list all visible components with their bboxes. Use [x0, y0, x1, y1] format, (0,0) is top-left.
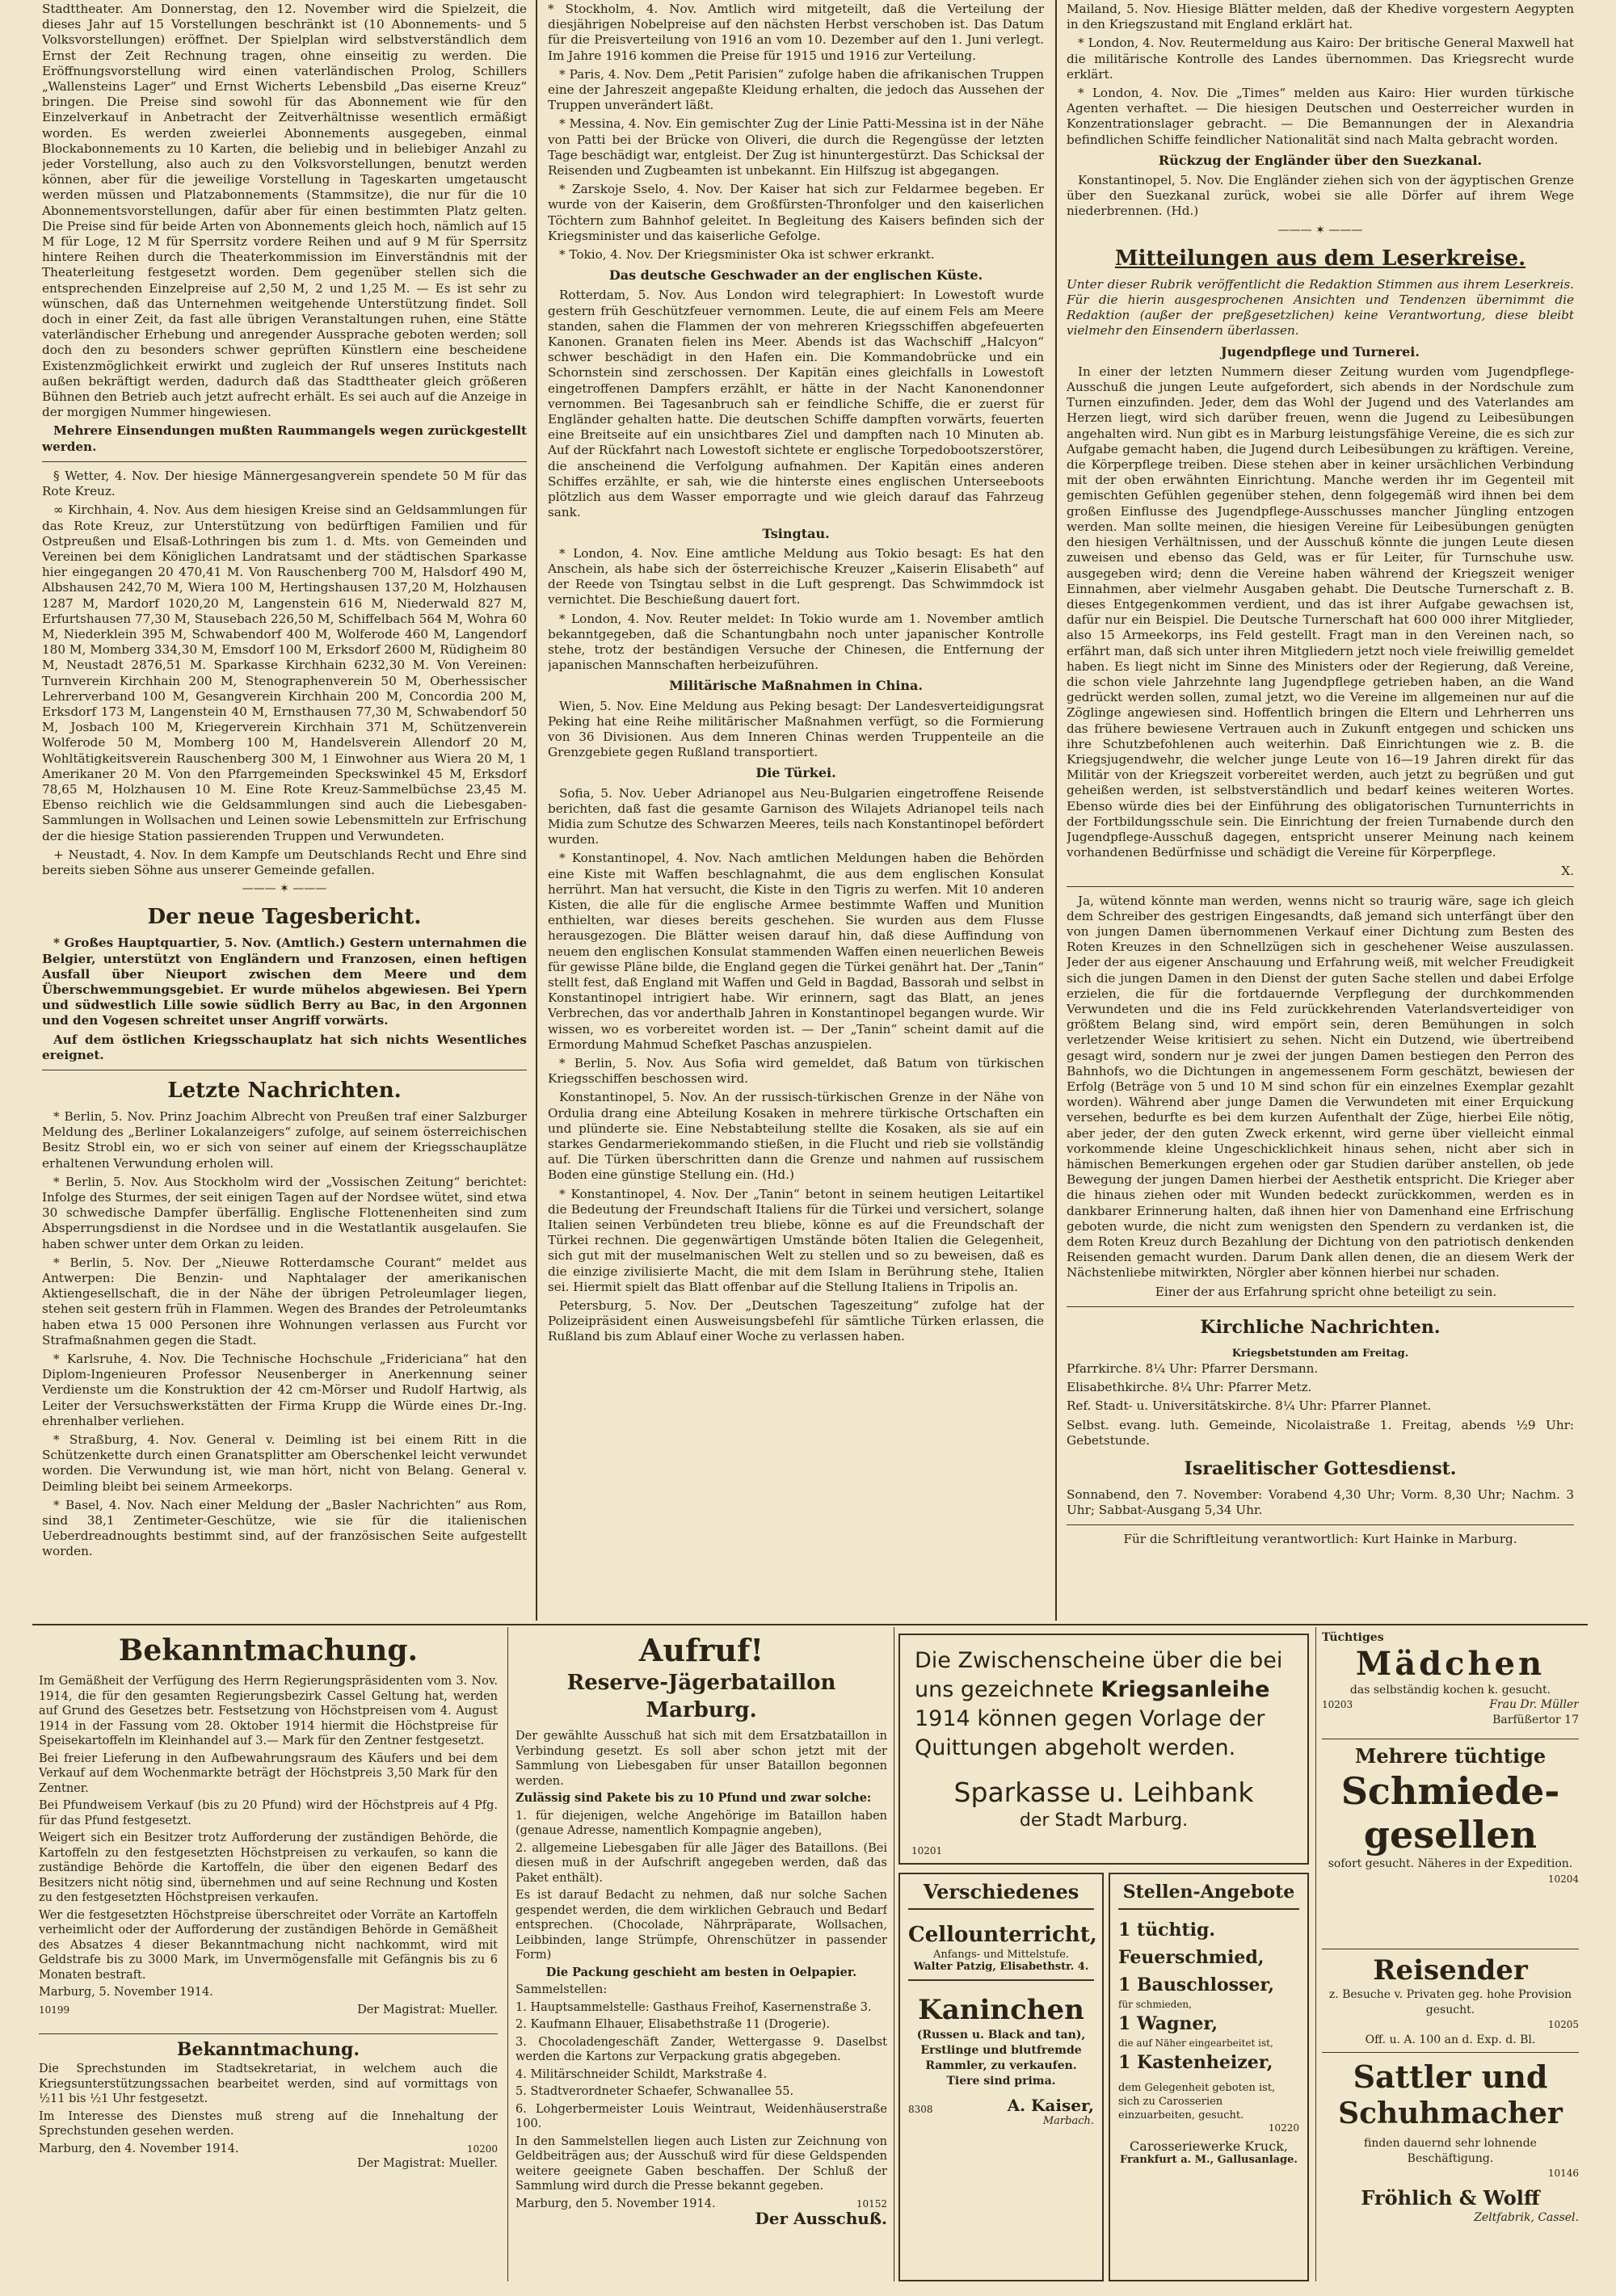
ad-title: Verschiedenes [908, 1879, 1094, 1910]
kirche-line: Elisabethkirche. 8¼ Uhr: Pfarrer Metz. [1067, 1380, 1312, 1395]
ad-date: Marburg, den 4. November 1914. [39, 2142, 239, 2155]
ad-job: 1 Wagner, [1118, 2013, 1218, 2034]
ad-addr: Barfüßertor 17 [1492, 1713, 1579, 1726]
article-stadttheater: Stadttheater. Am Donnerstag, den 12. November wird die Spielzeit, die dieses Jahr auf 15 Vorstellungen beschränkt ist (10 Abonnements- und 5 Volksvorstellungen) eröffnet. Der Spielplan wird selbstverständlich dem Ernst der Zeit Rechnung tragen, ohne einseitig zu werden. Die Eröffnungsvorstellung wird einen vaterländischen Prolog, Schillers „Wallensteins Lager“ und Ernst Wicherts Lebensbild „Das eiserne Kreuz“ bringen. Die Preise sind sowohl für das Abonnement wie für den Einzelverkauf in Anbetracht der Zeitverhältnisse wesentlich ermäßigt worden. Es werden zweierlei Abonnements ausgegeben, einmal Blockabonnements zu 10 Karten, die beliebig und in beliebiger Anzahl zu jeder Vorstellung, also auch zu den Volksvorstellungen, benutzt werden können, aber für die jeweilige Vorstellung in Tageskarten umgetauscht werden müssen und Platzabonnements (Stammsitze), die nur für die 10 Abonnementsvorstellungen, dafür aber für einen bestimmten Platz gelten. Die Preise sind für beide Arten von Abonnements gleich hoch, nämlich auf 15 M für Loge, 12 M für Sperrsitz vordere Reihen und auf 9 M für Sperrsitz hintere Reihen durch die Theaterkommission im Einverständnis mit der Theaterleitung festgesetzt worden. Dem gegenüber stellen sich die entsprechenden Einzelpreise auf 2,50 M, 2 und 1,25 M. — Es ist sehr zu wünschen, daß das Unternehmen weitgehende Unterstützung findet. Soll doch in einer Zeit, da fast alle übrigen Veranstaltungen ruhen, eine Stätte vaterländischer Erhebung und anregender Aussprache geboten werden; soll doch den zu besonders schwer geprüften Künstlern eine bescheidene Existenzmöglichkeit erwirkt und zugleich der Ruf unseres Instituts nach außen bekräftigt werden, dadurch daß das Stadttheater gleich größeren Bühnen den Betrieb auch jetzt aufrecht erhält. Es sei auch auf die Anzeige in der morgigen Nummer hingewiesen. [42, 2, 527, 420]
article-zarskoje: * Zarskoje Sselo, 4. Nov. Der Kaiser hat sich zur Feldarmee begeben. Er wurde von der Kaiserin, dem Großfürsten-Thronfolger und den kaiserlichen Töchtern zum Bahnhof geleitet. In Begleitung des Kaisers befinden sich der Kriegsminister und das kaiserliche Gefolge. [548, 182, 1044, 243]
ad-aufruf [516, 1632, 887, 2278]
ad-text: Zulässig sind Pakete bis zu 10 Pfund und zwar solche: [516, 1791, 872, 1805]
ad-date: Marburg, den 5. November 1914. [516, 2197, 716, 2210]
article-neustadt: + Neustadt, 4. Nov. In dem Kampfe um Deutschlands Recht und Ehre sind bereits sieben Söhne aus unserer Gemeinde gefallen. [42, 847, 527, 877]
ad-signature: Der Magistrat: Mueller. [357, 2003, 498, 2016]
article-konstantinopel-1: * Konstantinopel, 4. Nov. Nach amtlichen Meldungen haben die Behörden eine Kiste mit Waffen beschlagnahmt, die aus dem englischen Konsulat herrührt. Man hat versucht, die Kiste in den Tigris zu werfen. Mit 10 anderen Kisten, die alle für die englische Armee bestimmte Waffen und Munition enthielten, war dieses bereits geschehen. Sie wurden aus dem Flusse herausgezogen. Die Blätter weisen darauf hin, daß diese Auffindung von neuem den englischen Konsulat stammenden Waffen einen neuerlichen Beweis für gewisse Pläne bilde, die England gegen die Türkei genährt hat. Der „Tanin“ stellt fest, daß England mit Waffen und Geld in Bagdad, Bassorah und selbst in Konstantinopel intrigiert habe. Wir erinnern, sagt das Blatt, an jenes Verbrechen, das vor anderthalb Jahren in Konstantinopel begangen wurde. Wir wissen, wo es vorbereitet worden ist. — Der „Tanin“ scheint damit auf die Ermordung Mahmud Schefket Paschas anzuspielen. [548, 851, 1044, 1052]
ad-year: 1914 [915, 1706, 970, 1731]
ad-rule [1322, 2052, 1579, 2053]
ad-offer: Off. u. A. 100 an d. Exp. d. Bl. [1365, 2033, 1536, 2046]
article-konstantinopel-3: * Konstantinopel, 4. Nov. Der „Tanin“ betont in seinem heutigen Leitartikel die Bedeutung der Freundschaft Italiens für die Türkei und versichert, solange Italien seinen Verbündeten treu bliebe, könne es auf die Freundschaft der Türkei rechnen. Die gegenwärtigen Umstände böten Italien die Gelegenheit, sich gut mit der muselmanischen Welt zu stellen und so zu beweisen, daß es die einzige zivilisierte Macht, die mit dem Islam in Berührung stehe, Italien sei. Hiermit spielt das Blatt offenbar auf die Stellung Italiens in Tripolis an. [548, 1186, 1044, 1294]
article-stockholm: * Stockholm, 4. Nov. Amtlich wird mitgeteilt, daß die Verteilung der diesjährigen Nobelpreise auf den nächsten Herbst verschoben ist. Das Datum für die Preisverteilung von 1916 an vom 10. Dezember auf den 1. Juni verlegt. Im Jahre 1916 kommen die Preise für 1915 und 1916 zur Verteilung. [548, 2, 1044, 63]
ad-text: Wer die festgesetzten Höchstpreise überschreitet oder Vorräte an Kartoffeln verheimlicht oder der Aufforderung der zuständigen Behörde in Gemäßheit des Absatzes 4 dieser Bekanntmachung nicht nachkommt, wird mit Geldstrafe bis zu 3000 Mark, im Unvermögensfalle mit Gefängnis bis zu 6 Monaten bestraft. [39, 1908, 498, 1982]
ad-title: Aufruf! [638, 1632, 764, 1668]
article-wetter: § Wetter, 4. Nov. Der hiesige Männergesangverein spendete 50 M für das Rote Kreuz. [42, 468, 527, 499]
ad-addr: Frankfurt a. M., Gallusanlage. [1120, 2154, 1298, 2166]
ad-item: 2. allgemeine Liebesgaben für alle Jäger des Bataillons. (Bei diesen muß in der Aufschrift angegeben werden, daß das Paket enthält). [516, 1841, 887, 1885]
divider [1067, 1524, 1574, 1525]
ad-signature: Der Magistrat: Mueller. [357, 2157, 498, 2170]
ad-title: Mädchen [1355, 1644, 1546, 1683]
article-petersburg: Petersburg, 5. Nov. Der „Deutschen Tageszeitung“ zufolge hat der Polizeipräsident einen Ausweisungsbefehl für sämtliche Türken erlassen, die Rußland bis zum Ablauf einer Woche zu verlassen haben. [548, 1298, 1044, 1344]
signature-erfahrung: Einer der aus Erfahrung spricht ohne beteiligt zu sein. [1155, 1284, 1497, 1299]
ad-text: Die Zwischenscheine über die bei uns gezeichnete [915, 1648, 1283, 1702]
ad-text: das selbständig kochen k. gesucht. [1349, 1683, 1551, 1697]
ad-text: Die Packung geschieht am besten in Oelpapier. [545, 1965, 857, 1979]
ad-rule [39, 2033, 498, 2034]
ad-cello-title: Cellounterricht, [908, 1923, 1097, 1947]
ad-number: 10220 [1268, 2122, 1299, 2134]
ad-maedchen [1322, 1630, 1579, 1735]
article-berlin-1: * Berlin, 5. Nov. Prinz Joachim Albrecht von Preußen traf einer Salzburger Meldung des „Berliner Lokalanzeigers“ zufolge, auf seinem österreichischen Besitz Strobl ein, wo er sich von seiner auf einem der Kriegsschauplätze erhaltenen Verwundung erholen will. [42, 1109, 527, 1171]
kirche-line: Pfarrkirche. 8¼ Uhr: Pfarrer Dersmann. [1067, 1361, 1319, 1377]
ad-name: Sparkasse u. Leihbank [953, 1777, 1254, 1808]
ad-name: A. Kaiser, [1007, 2096, 1094, 2115]
ad-title: Stellen-Angebote [1118, 1879, 1299, 1910]
ad-text: können gegen Vorlage der Quittungen abgeholt werden. [915, 1706, 1265, 1760]
ad-number: 10146 [1547, 2168, 1579, 2179]
divider [1067, 886, 1574, 887]
kirche-line: Ref. Stadt- u. Universitätskirche. 8¼ Uhr: Pfarrer Plannet. [1067, 1398, 1432, 1414]
ad-text: Sammelstellen: [516, 1983, 608, 1996]
star-divider: ——— ✶ ——— [1277, 223, 1363, 237]
ad-text: Weigert sich ein Besitzer trotz Aufforderung der zuständigen Behörde, die Kartoffeln zu den festgesetzten Höchstpreisen zu verkaufen, so kann die zuständige Behörde die Kartoffeln, die über den eigenen Bedarf des Besitzers nicht nötig sind, übernehmen und auf seine Rechnung und Kosten zu den festgesetzten Höchstpreisen verkaufen. [39, 1831, 498, 1904]
heading-leserkreis: Mitteilungen aus dem Leserkreise. [1114, 246, 1526, 271]
ad-pre: Tüchtiges [1322, 1631, 1384, 1644]
ad-text: finden dauernd sehr lohnende Beschäftigung. [1364, 2137, 1537, 2165]
ad-number: 10152 [856, 2197, 887, 2210]
ad-number: 10199 [39, 2004, 70, 2016]
ad-item: 1. für diejenigen, welche Angehörige im Bataillon haben (genaue Adresse, namentlich Kompagnie angeben), [516, 1809, 887, 1837]
ad-rule [507, 1627, 508, 2281]
ad-text: für schmieden, [1118, 1999, 1192, 2010]
ad-footer [39, 2142, 498, 2157]
israel-text: Sonnabend, den 7. November: Vorabend 4,30 Uhr; Vorm. 8,30 Uhr; Nachm. 3 Uhr; Sabbat-Ausgang 5,34 Uhr. [1067, 1487, 1574, 1518]
leserkreis-note: Unter dieser Rubrik veröffentlicht die Redaktion Stimmen aus ihrem Leserkreis. Für die hierin ausgesprochenen Ansichten und Tendenzen übernimmt die Redaktion (außer der preßgesetzlichen) keine Verantwortung, diese bleibt vielmehr den Einsendern überlassen. [1067, 276, 1574, 339]
article-berlin-batum: * Berlin, 5. Nov. Aus Sofia wird gemeldet, daß Batum von türkischen Kriegsschiffen beschossen wird. [548, 1056, 1044, 1087]
ad-rule [1315, 1627, 1316, 2281]
article-strassburg: * Straßburg, 4. Nov. General v. Deimling ist bei einem Ritt in die Schützenkette durch einen Granatsplitter am Oberschenkel leicht verwundet worden. Die Verwundung ist, wie man hört, nicht von Belang. General v. Deimling bleibt bei seinem Armeekorps. [42, 1432, 527, 1494]
ad-job: 1 tüchtig. Feuerschmied, [1118, 1920, 1265, 1968]
article-karlsruhe: * Karlsruhe, 4. Nov. Die Technische Hochschule „Fridericiana“ hat den Diplom-Ingenieuren Professor Neusenberger in Anerkennung seiner Verdienste um die Konstruktion der 42 cm-Mörser und Rudolf Hartwig, als Leiter der Versuchswerkstätten der Firma Krupp die Würde eines Dr.-Ing. ehrenhalber verliehen. [42, 1352, 527, 1428]
ad-title: Mehrere tüchtige [1354, 1744, 1547, 1768]
heading-tuerkei: Die Türkei. [755, 765, 836, 781]
ad-text: Im Interesse des Dienstes muß streng auf die Innehaltung der Sprechstunden gesehen werden. [39, 2109, 498, 2138]
ad-text: Die Sprechstunden im Stadtsekretariat, in welchem auch die Kriegsunterstützungssachen bearbeitet werden, sind auf vormittags von ½11 bis ½1 Uhr festgesetzt. [39, 2063, 498, 2105]
column-2 [548, 2, 1044, 1622]
ad-item: 5. Stadtverordneter Schaefer, Schwanallee 55. [516, 2085, 794, 2098]
ad-sattler [1322, 2058, 1579, 2278]
article-note: Mehrere Einsendungen mußten Raummangels wegen zurückgestellt werden. [42, 423, 527, 454]
ad-firm: Fröhlich & Wolff [1361, 2185, 1540, 2210]
ad-text: Im Gemäßheit der Verfügung des Herrn Regierungspräsidenten vom 3. Nov. 1914, die für den gesamten Regierungsbezirk Cassel Geltung hat, werden auf Grund des Gesetzes betr. Festsetzung von Höchstpreisen vom 4. August 1914 in der Fassung vom 28. Oktober 1914 hiermit die Höchstpreise für Speisekartoffeln im Kleinhandel auf 3.— Mark für den Zentner festgesetzt. [39, 1675, 498, 1747]
ad-number: 10200 [466, 2143, 498, 2155]
ad-town: Marbach. [1042, 2115, 1094, 2127]
verantwortlich: Für die Schriftleitung verantwortlich: Kurt Hainke in Marburg. [1123, 1532, 1517, 1547]
kirche-line: Selbst. evang. luth. Gemeinde, Nicolaistraße 1. Freitag, abends ½9 Uhr: Gebetstunde. [1067, 1417, 1574, 1448]
ad-highlight: Kriegsanleihe [1100, 1677, 1270, 1702]
ad-title: Reisender [1373, 1954, 1528, 1987]
ad-bekanntmachung-2 [39, 2037, 498, 2280]
article-kirchhain: ∞ Kirchhain, 4. Nov. Aus dem hiesigen Kreise sind an Geldsammlungen für das Rote Kreuz, zur Unterstützung von bedürftigen Familien und für Ostpreußen und Elsaß-Lothringen bis zum 1. d. Mts. von Gemeinden und Vereinen bei dem Königlichen Landratsamt und der städtischen Sparkasse hier eingegangen 20 470,41 M. Von Rauschenberg 700 M, Halsdorf 490 M, Albshausen 242,70 M, Wiera 100 M, Hertingshausen 137,20 M, Holzhausen 1287 M, Mardorf 1020,20 M, Langenstein 616 M, Niederwald 827 M, Erfurtshausen 77,30 M, Stausebach 226,50 M, Schiffelbach 564 M, Wohra 60 M, Niederklein 395 M, Schwabendorf 400 M, Wolferode 460 M, Langendorf 180 M, Momberg 334,30 M, Emsdorf 100 M, Erksdorf 2600 M, Rüdigheim 80 M, Neustadt 2876,51 M. Sparkasse Kirchhain 6232,30 M. Von Vereinen: Turnverein Kirchhain 200 M, Stenographenverein 50 M, Oberhessischer Lehrerverband 100 M, Gesangverein Kirchhain 200 M, Concordia 200 M, Erksdorf 173 M, Langenstein 40 M, Ernsthausen 77,30 M, Schwabendorf 50 M, Josbach 100 M, Kriegerverein Kirchhain 371 M, Schützenverein Wolferode 50 M, Momberg 100 M, Handelsverein Allendorf 20 M, Wohltätigkeitsverein Rauschenberg 300 M, 1 Einwohner aus Wiera 20 M, 1 Amerikaner 20 M. Von den Pfarrgemeinden Speckswinkel 45 M, Erksdorf 78,65 M, Holzhausen 10 M. Eine Rote Kreuz-Sammelbüchse 23,45 M. Ebenso reichlich wie die Geldsammlungen sind auch die Liebesgaben-Sammlungen in Wollsachen und Leinen sowie Lebensmitteln zur Erfrischung der die hiesige Station passierenden Truppen und Verwundeten. [42, 503, 527, 843]
ad-number: 10205 [1547, 2019, 1579, 2030]
article-wien: Wien, 5. Nov. Eine Meldung aus Peking besagt: Der Landesverteidigungsrat Peking hat eine Reihe militärischer Maßnahmen verfügt, so die Formierung von 36 Divisionen. Aus dem Inneren Chinas werden Truppenteile an die Grenzgebiete gegen Rußland transportiert. [548, 698, 1044, 760]
ad-text: (Russen u. Black and tan), Erstlinge und blutfremde Rammler, zu verkaufen. Tiere sind prima. [916, 2029, 1086, 2088]
ad-text: Anfangs- und Mittelstufe. [932, 1949, 1070, 1961]
article-london-1: * London, 4. Nov. Eine amtliche Meldung aus Tokio besagt: Es hat den Anschein, als habe sich der österreichische Kreuzer „Kaiserin Elisabeth“ auf der Reede von Tsingtau selbst in die Luft gesprengt. Das Schwimmdock ist vernichtet. Die Beschießung dauert fort. [548, 545, 1044, 608]
ad-number: 10201 [911, 1845, 943, 1857]
divider [42, 461, 527, 462]
ad-sparkasse [898, 1634, 1309, 1865]
heading-letzte-nachrichten: Letzte Nachrichten. [167, 1079, 402, 1103]
ad-text: dem Gelegenheit geboten ist, sich zu Carosserien einzuarbeiten, gesucht. [1118, 2082, 1276, 2121]
ad-title: Schmiede- [1340, 1769, 1560, 1813]
ad-subtitle: Reserve-Jägerbataillon Marburg. [566, 1671, 836, 1722]
ad-footer [1322, 1697, 1579, 1713]
ad-schmiede [1322, 1743, 1579, 1945]
ad-verschiedenes [898, 1873, 1104, 2281]
column-rule [536, 0, 537, 1621]
article-rotes-kreuz: Ja, wütend könnte man werden, wenns nicht so traurig wäre, sage ich gleich dem Schreiber des gestrigen Eingesandts, daß jemand sich unterfängt über den von jungen Damen übernommenen Verkauf einer Dichtung zum Besten des Roten Kreuzes in den Schnellzügen sich in geschehener Weise auszulassen. Jeder der aus eigener Anschauung und Erfahrung weiß, mit welcher Freudigkeit sich die jungen Damen in den Dienst der guten Sache stellen und dabei Erfolge erzielen, die für die fortdauernde Verpflegung der durchkommenden Verwundeten und die ins Feld zurückkehrenden Vaterlandsverteidiger von größtem Belang sind, wird empört sein, deren Bemühungen in solch verletzender Weise kritisiert zu sehen. Nicht ein Dutzend, wie übertreibend gesagt wird, sondern nur je zwei der jungen Damen bestiegen den Perron des Bahnhofs, wo die Dichtungen in angemessenem Form geschätzt, bewiesen der Erfolg (Beträge von 5 und 10 M sind schon für ein einzelnes Exemplar gezahlt worden). Während aber junge Damen die Verwundeten mit einer Erquickung versehen, bedurfte es bei dem kurzen Aufenthalt der Züge, hierbei Eile nötig, aber jeder, der den guten Zweck erkennt, wird gerne über vielleicht einmal vorkommende kleine Ungeschicklichkeit hinaus sehen, nicht aber sich in hämischen Bemerkungen ergehen oder gar Studien darüber anstellen, ob jede Bewegung der jungen Damen hierbei der Aesthetik entspricht. Die Krieger aber die hinaus ziehen oder mit Wunden bedeckt zurückkommen, werden es in dankbarer Erinnerung halten, daß ihnen hier von Damenhand eine Erfrischung geboten wurde, die nicht zum wenigsten den Spendern zu verdanken ist, die dem Roten Kreuz durch Bezahlung der Dichtung von den patriotisch denkenden Reisenden gemacht wurden. Darum Dank allen denen, die an diesem Werk der Nächstenliebe mitwirkten, Nörgler aber können hierbei nur schaden. [1067, 893, 1574, 1280]
ad-title: Sattler und [1353, 2058, 1548, 2095]
signature-x: X. [1561, 864, 1574, 879]
ad-text: Bei Pfundweisem Verkauf (bis zu 20 Pfund) wird der Höchstpreis auf 4 Pfg. für das Pfund festgesetzt. [39, 1799, 498, 1827]
ad-firm: Carosseriewerke Kruck, [1130, 2138, 1288, 2154]
ad-item: Es ist darauf Bedacht zu nehmen, daß nur solche Sachen gespendet werden, die dem wirklichen Gebrauch und Bedarf entsprechen. (Chocolade, Nährpräparate, Wollsachen, Leibbinden, lange Strümpfe, Ohrenschützer in passender Form) [516, 1889, 887, 1962]
ad-text: Der gewählte Ausschuß hat sich mit dem Ersatzbataillon in Verbindung gesetzt. Es soll aber schon jetzt mit der Sammlung von Liebesgaben für unser Bataillon begonnen werden. [516, 1730, 887, 1788]
article-mailand: Mailand, 5. Nov. Hiesige Blätter melden, daß der Khedive vorgestern Aegypten in den Kriegszustand mit England erklärt hat. [1067, 2, 1574, 32]
ad-stellen-angebote [1109, 1873, 1309, 2281]
column-3 [1067, 2, 1574, 1622]
heading-suez: Rückzug der Engländer über den Suezkanal. [1158, 152, 1483, 168]
ad-job: 1 Bauschlosser, [1118, 1974, 1275, 1995]
heading-china: Militärische Maßnahmen in China. [669, 678, 923, 694]
ad-addr: Frau Dr. Müller [1489, 1698, 1579, 1711]
ad-number: 10204 [1547, 1873, 1579, 1885]
article-berlin-2: * Berlin, 5. Nov. Aus Stockholm wird der „Vossischen Zeitung“ berichtet: Infolge des Sturmes, der seit einigen Tagen auf der Nordsee wütet, sind etwa 30 schwedische Dampfer überfällig. Englische Flottenenheiten sind zum Absperrungsdienst in die Nordsee und in die Westatlantik ausgelaufen. Sie haben schwer unter dem Orkan zu leiden. [42, 1174, 527, 1251]
heading-tsingtau: Tsingtau. [762, 525, 830, 541]
ad-signature: Der Ausschuß. [755, 2209, 887, 2228]
ad-kaninchen-title: Kaninchen [918, 1994, 1084, 2026]
article-tokio: * Tokio, 4. Nov. Der Kriegsminister Oka ist schwer erkrankt. [559, 247, 935, 263]
ad-addr: Zeltfabrik, Cassel. [1474, 2210, 1579, 2224]
ads-rule [32, 1624, 1588, 1625]
column-1 [42, 2, 527, 1622]
article-london-2: * London, 4. Nov. Reuter meldet: In Tokio wurde am 1. November amtlich bekanntgegeben, daß die Schantungbahn noch unter japanischer Kontrolle stehe, trotz der beständigen Versuche der Chinesen, die Entfernung der japanischen Mannschaften herbeizuführen. [548, 611, 1044, 673]
ad-text: z. Besuche v. Privaten geg. hohe Provision gesucht. [1328, 1988, 1572, 2016]
article-basel: * Basel, 4. Nov. Nach einer Meldung der „Basler Nachrichten“ aus Rom, sind 38,1 Zentimeter-Geschütze, wie sie für die italienischen Ueberdreadnoughts bestimmt sind, auf der französischen Seite aufgestellt worden. [42, 1497, 527, 1559]
article-rotterdam: Rotterdam, 5. Nov. Aus London wird telegraphiert: In Lowestoft wurde gestern früh Geschützfeuer vernommen. Leute, die auf einem Fels am Meere standen, sahen die Flammen der von mehreren Kriegsschiffen abgefeuerten Kanonen. Granaten fielen ins Meer. Abends ist das Wachschiff „Halcyon“ schwer beschädigt in den Hafen ein. Die Kommandobrücke und ein Schornstein sind zerschossen. Der Kapitän eines gleichfalls in Lowestoft eingetroffenen Dampfers erzählt, er hätte in der Nacht Kanonendonner vernommen. Bei Tagesanbruch sah er feindliche Schiffe, die er zuerst für Engländer gehalten hatte. Die deutschen Schiffe dampften vorwärts, feuerten eine Breitseite auf ein unsichtbares Ziel und dampften nach 10 Minuten ab. Auf der Rückfahrt nach Lowestoft sichtete er englische Torpedobootszerstörer, die anscheinend die Verfolgung aufnahmen. Der Kapitän eines anderen Schiffes erzählte, er sah, wie die hinterste eines englischen Unterseeboots plötzlich aus dem Wasser emporragte und wie gleich darauf das Fahrzeug sank. [548, 288, 1044, 520]
article-london-kairo: * London, 4. Nov. Reutermeldung aus Kairo: Der britische General Maxwell hat die militärische Kontrolle des Landes übernommen. Das Kriegsrecht wurde erklärt. [1067, 36, 1574, 82]
kirche-subheading: Kriegsbetstunden am Freitag. [1231, 1347, 1409, 1360]
column-rule [1055, 0, 1057, 1621]
ad-item: 6. Lohgerbermeister Louis Weintraut, Weidenhäuserstraße 100. [516, 2102, 887, 2130]
article-hauptquartier: * Großes Hauptquartier, 5. Nov. (Amtlich.) Gestern unternahmen die Belgier, unterstützt von Engländern und Franzosen, einen heftigen Ausfall über Nieuport zwischen dem Meere und dem Überschwemmungsgebiet. Er wurde mühelos abgewiesen. Bei Ypern und südwestlich Lille sowie südlich Berry au Bac, in den Argonnen und den Vogesen schreitet unser Angriff vorwärts. [42, 936, 527, 1028]
ad-text [915, 1646, 1293, 1763]
ad-text: die auf Näher eingearbeitet ist, [1118, 2037, 1273, 2049]
ad-date: Marburg, 5. November 1914. [39, 1986, 213, 1999]
heading-kirchliche-nachrichten: Kirchliche Nachrichten. [1200, 1316, 1441, 1338]
article-jugendpflege: In einer der letzten Nummern dieser Zeitung wurden vom Jugendpflege-Ausschuß die jungen Leute aufgefordert, sich abends in der Nordschule zum Turnen einzufinden. Jeder, dem das Wohl der Jugend und des Vaterlandes am Herzen liegt, wird sich darüber freuen, wenn die Jugend zu Leibesübungen angehalten wird. Nun gibt es in Marburg leistungsfähige Vereine, die es sich zur Aufgabe gemacht haben, die Jugend durch Leibesübungen zu kräftigen. Vereine, die Körperpflege treiben. Diese stehen aber in keiner ursächlichen Verbindung mit der oben erwähnten Einrichtung. Manche werden ihr im Gegenteil mit gemischten Gefühlen gegenüber stehen, denn folgegemäß wird ihnen bei dem großen Einflusse des Jugendpflege-Ausschusses mancher Jüngling entzogen werden. Man sollte meinen, die hiesigen Vereine für Leibesübungen genügten den hiesigen Verhältnissen, und der Ausschuß könnte die jungen Leute diesen zuweisen und ebenso das Geld, was er für Leiter, für Turnschuhe usw. ausgegeben wird; denn die Vereine haben während der Kriegszeit weniger Einnahmen, aber vielmehr Ausgaben gehabt. Die Deutsche Turnerschaft z. B. dieses Entgegenkommen verdient, und das ist ihrer Aufgabe gewachsen ist, dafür nur ein Beispiel. Die Deutsche Turnerschaft hat 600 000 ihrer Mitglieder, also 15 Armeekorps, ins Feld gestellt. Fragt man in den Vereinen nach, so erfährt man, daß sich unter ihren Mitgliedern jetzt noch viele freiwillig gemeldet haben. Es liegt nicht im Sinne des Ministers oder der Regierung, daß Vereine, die schon viele Jahrzehnte lang Jugendpflege getrieben haben, an die Wand gedrückt werden sollen, zumal jetzt, wo die Vereine im allgemeinen nur auf die Zöglinge angewiesen sind. Hoffentlich bringen die Eltern und Lehrherren uns das frühere bewiesene Vertrauen auch in Zukunft entgegen und schicken uns ihre Schutzbefohlenen auch weiterhin. Daß Einrichtungen wie z. B. die Kriegsjugendwehr, die welcher junge Leute von 16—19 Jahren direkt für das Militär von der Kriegszeit vorbereitet werden, auch jetzt zu begrüßen und gut geheißen werden, ist selbstverständlich und bedarf keines weiteren Wortes. Ebenso würde dies bei der Einführung des obligatorischen Turnunterrichts in der Fortbildungsschule sein. Die Einrichtung der freien Turnabende durch den Jugendpflege-Ausschuß dagegen, entspricht unserer Meinung nach keinem vorhandenen Bedürfnisse und schädigt die Vereine für Körperpflege. [1067, 364, 1574, 860]
ad-bekanntmachung [39, 1632, 498, 2028]
ad-reisender [1322, 1953, 1579, 2049]
ad-item: 2. Kaufmann Elhauer, Elisabethstraße 11 (Drogerie). [516, 2018, 830, 2031]
ad-text: In den Sammelstellen liegen auch Listen zur Zeichnung von Geldbeiträgen aus; der Ausschuß wird für diese Geldspenden weitere geeignete Gaben beschaffen. Der Schluß der Sammlung wird durch die Presse bekannt gegeben. [516, 2134, 887, 2193]
ad-number: 10203 [1322, 1699, 1353, 1710]
ad-title: Bekanntmachung. [118, 1634, 419, 1667]
divider [1067, 1306, 1574, 1307]
heading-tagesbericht: Der neue Tagesbericht. [147, 905, 422, 930]
article-sofia: Sofia, 5. Nov. Ueber Adrianopel aus Neu-Bulgarien eingetroffene Reisende berichten, daß fast die gesamte Garnison des Wilajets Adrianopel teils nach Midia zum Schutze des Schwarzen Meeres, teils nach Konstantinopel befördert wurden. [548, 785, 1044, 847]
article-konstantinopel-suez: Konstantinopel, 5. Nov. Die Engländer ziehen sich von der ägyptischen Grenze über den Suezkanal zurück, wobei sie alle Dörfer auf ihrem Wege niederbrennen. (Hd.) [1067, 173, 1574, 219]
ad-text: Bei freier Lieferung in den Aufbewahrungsraum des Käufers und bei dem Verkauf auf dem Wochenmarkte beträgt der Höchstpreis 3,50 Mark für den Zentner. [39, 1751, 498, 1795]
heading-geschwader: Das deutsche Geschwader an der englischen Küste. [608, 267, 983, 284]
ad-city: der Stadt Marburg. [1019, 1810, 1189, 1831]
ad-number: 8308 [908, 2104, 933, 2115]
star-divider: ——— ✶ ——— [242, 882, 327, 896]
article-konstantinopel-2: Konstantinopel, 5. Nov. An der russisch-türkischen Grenze in der Nähe von Ordulia drang eine Abteilung Kosaken in mehrere türkische Ortschaften ein und plünderte sie. Eine Nebstabteilung stellte die Kosaken, als sie auf ein starkes Gendarmeriekommando stießen, in die Flucht und rieb sie vollständig auf. Die Türken überschritten dann die Grenze und nahmen auf russischem Boden eine günstige Stellung ein. (Hd.) [548, 1090, 1044, 1183]
heading-israelitisch: Israelitischer Gottesdienst. [1184, 1458, 1457, 1480]
article-messina: * Messina, 4. Nov. Ein gemischter Zug der Linie Patti-Messina ist in der Nähe von Patti bei der Brücke von Oliveri, die durch die Regengüsse der letzten Tage beschädigt war, entgleist. Der Zug ist hinuntergestürzt. Das Schicksal der Reisenden und Zugbeamten ist unbekannt. Ein Hilfszug ist abgegangen. [548, 116, 1044, 179]
ad-item: 4. Militärschneider Schildt, Markstraße 4. [516, 2067, 768, 2081]
ad-footer [908, 2096, 1094, 2115]
ad-footer [39, 2003, 498, 2018]
article-osten: Auf dem östlichen Kriegsschauplatz hat sich nichts Wesentliches ereignet. [42, 1032, 527, 1062]
ad-name: Walter Patzig, Elisabethstr. 4. [908, 1961, 1094, 1981]
article-times-kairo: * London, 4. Nov. Die „Times“ melden aus Kairo: Hier wurden türkische Agenten verhaftet. — Die hiesigen Deutschen und Oesterreicher wurden in Konzentrationslager gebracht. — Die Bemannungen der in Alexandria befindlichen Schiffe feindlicher Nationalität sind nach Malta gebracht worden. [1067, 86, 1574, 147]
ad-job: 1 Kastenheizer, [1118, 2052, 1273, 2073]
ad-item: 1. Hauptsammelstelle: Gasthaus Freihof, Kasernenstraße 3. [516, 2000, 872, 2014]
article-berlin-3: * Berlin, 5. Nov. Der „Nieuwe Rotterdamsche Courant“ meldet aus Antwerpen: Die Benzin- und Naphtalager der amerikanischen Aktiengesellschaft, die in der Nähe der übrigen Petroleumlager liegen, stehen seit gestern früh in Flammen. Wegen des Brandes der Petroleumtanks haben etwa 15 000 Personen ihre Wohnungen verlassen aus Furcht vor Strafmaßnahmen gegen die Stadt. [42, 1255, 527, 1348]
ad-item: 3. Chocoladengeschäft Zander, Wettergasse 9. Daselbst werden die Kartons zur Verpackung gratis abgegeben. [516, 2035, 887, 2063]
article-paris: * Paris, 4. Nov. Dem „Petit Parisien“ zufolge haben die afrikanischen Truppen eine der Jahreszeit angepaßte Kleidung erhalten, die jedoch das Aussehen der Truppen unverändert läßt. [548, 66, 1044, 113]
ad-title: Bekanntmachung. [176, 2039, 360, 2060]
ad-text: sofort gesucht. Näheres in der Expedition. [1328, 1857, 1573, 1870]
ad-title: Schuhmacher [1338, 2096, 1563, 2130]
ad-title: gesellen [1363, 1813, 1538, 1857]
heading-jugendpflege: Jugendpflege und Turnerei. [1221, 343, 1420, 360]
